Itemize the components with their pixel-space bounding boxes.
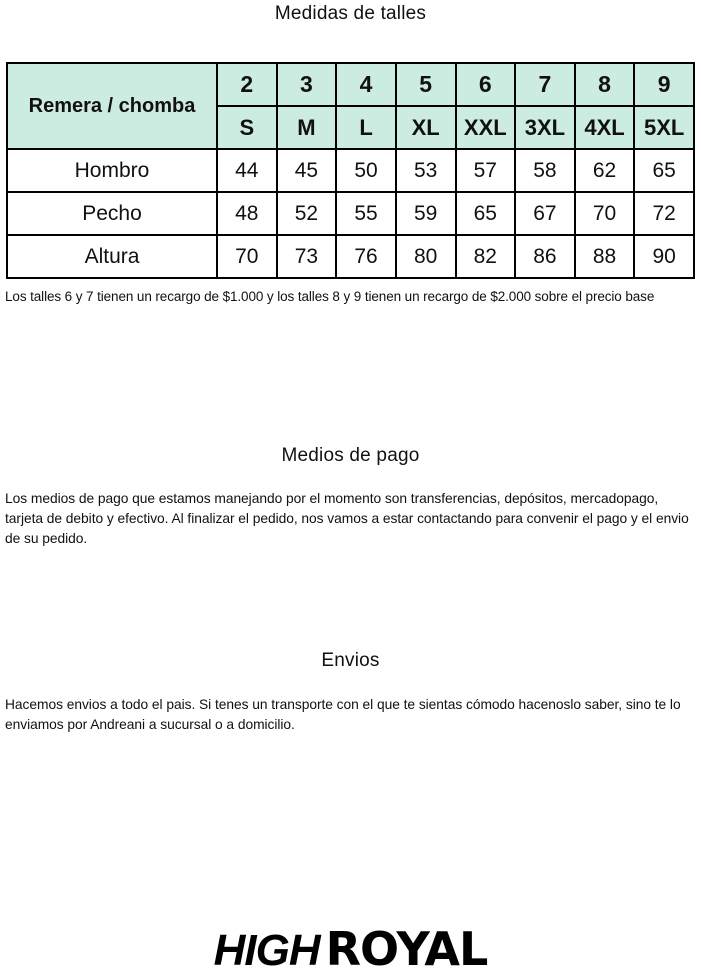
shipping-section-title: Envios (321, 650, 380, 671)
header-number-cell: 5 (396, 63, 456, 106)
measure-cell: 76 (336, 235, 396, 278)
row-label: Pecho (7, 192, 217, 235)
measure-cell: 48 (217, 192, 277, 235)
size-table-corner-label: Remera / chomba (7, 63, 217, 149)
measure-cell: 67 (515, 192, 575, 235)
table-row (7, 235, 694, 278)
table-header-row-numbers (7, 63, 694, 106)
header-size-cell: 3XL (515, 106, 575, 149)
row-label: Hombro (7, 149, 217, 192)
measure-cell: 50 (336, 149, 396, 192)
measure-cell: 72 (634, 192, 694, 235)
measure-cell: 44 (217, 149, 277, 192)
payment-section-title: Medios de pago (281, 445, 420, 466)
measure-cell: 55 (336, 192, 396, 235)
header-number-cell: 7 (515, 63, 575, 106)
header-size-cell: S (217, 106, 277, 149)
brand-logo (0, 922, 701, 976)
header-size-cell: 4XL (575, 106, 635, 149)
measure-cell: 45 (277, 149, 337, 192)
table-row (7, 192, 694, 235)
surcharge-note: Los talles 6 y 7 tienen un recargo de $1.000 y los talles 8 y 9 tienen un recargo de $2.000 sobre el precio base (5, 289, 655, 304)
header-number-cell: 9 (634, 63, 694, 106)
measure-cell: 80 (396, 235, 456, 278)
header-size-cell: 5XL (634, 106, 694, 149)
size-table (6, 62, 695, 279)
header-size-cell: M (277, 106, 337, 149)
brand-logo-high: HIGH (213, 926, 320, 975)
header-number-cell: 2 (217, 63, 277, 106)
header-size-cell: XXL (456, 106, 516, 149)
header-number-cell: 3 (277, 63, 337, 106)
measure-cell: 90 (634, 235, 694, 278)
measure-cell: 59 (396, 192, 456, 235)
brand-logo-royal: ROYAL (325, 922, 488, 976)
measure-cell: 70 (217, 235, 277, 278)
measure-cell: 65 (634, 149, 694, 192)
header-size-cell: XL (396, 106, 456, 149)
measure-cell: 73 (277, 235, 337, 278)
measure-cell: 65 (456, 192, 516, 235)
measure-cell: 58 (515, 149, 575, 192)
payment-section-body: Los medios de pago que estamos manejando por el momento son transferencias, depósitos, mercadopago, tarjeta de debito y efectivo. Al finalizar el pedido, nos vamos a estar contactando para convenir el pago y el envio de su pedido. (5, 491, 689, 546)
measure-cell: 62 (575, 149, 635, 192)
measure-cell: 86 (515, 235, 575, 278)
measure-cell: 70 (575, 192, 635, 235)
size-table-container (6, 62, 695, 279)
sizes-section-title: Medidas de talles (274, 3, 427, 24)
measure-cell: 88 (575, 235, 635, 278)
table-row (7, 149, 694, 192)
row-label: Altura (7, 235, 217, 278)
header-number-cell: 8 (575, 63, 635, 106)
measure-cell: 52 (277, 192, 337, 235)
shipping-section-body: Hacemos envios a todo el pais. Si tenes un transporte con el que te sientas cómodo hacenoslo saber, sino te lo enviamos por Andreani a sucursal o a domicilio. (5, 697, 681, 732)
measure-cell: 82 (456, 235, 516, 278)
measure-cell: 53 (396, 149, 456, 192)
measure-cell: 57 (456, 149, 516, 192)
header-number-cell: 6 (456, 63, 516, 106)
header-number-cell: 4 (336, 63, 396, 106)
header-size-cell: L (336, 106, 396, 149)
